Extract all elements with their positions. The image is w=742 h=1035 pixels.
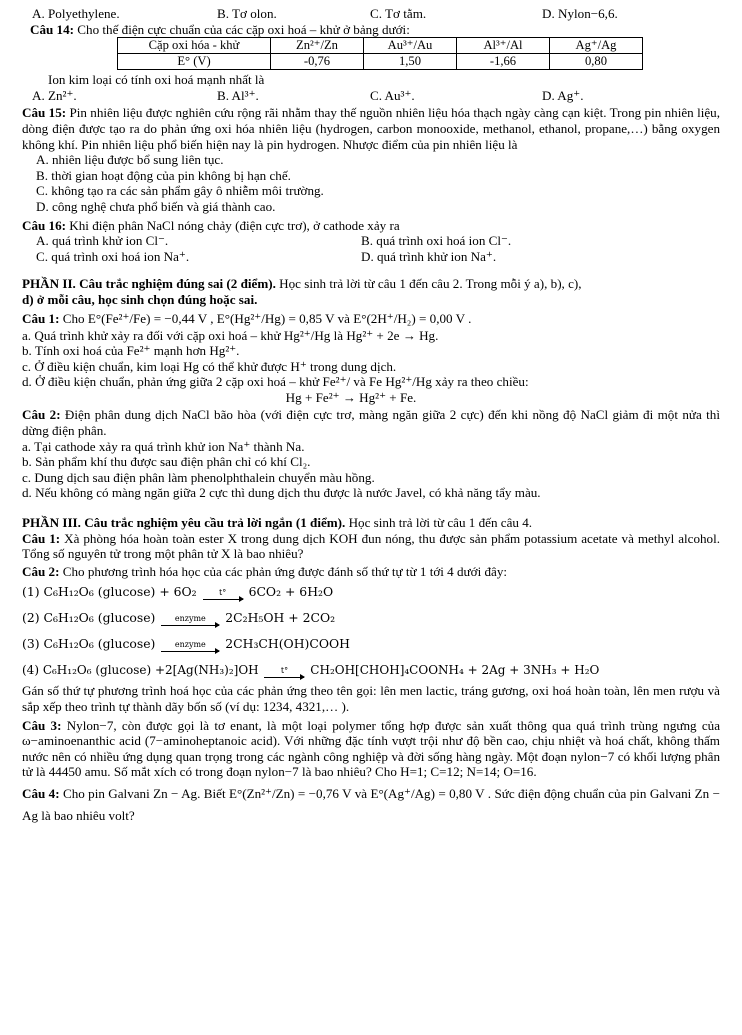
p2-q1-item-a: a. Quá trình khử xảy ra đối với cặp oxi hoá – khử Hg²⁺/Hg là Hg²⁺ + 2e → Hg.	[22, 327, 439, 343]
reaction-arrow-icon	[262, 667, 306, 675]
table-cell: Al³⁺/Al	[457, 38, 550, 54]
p2-q1-reaction: Hg + Fe²⁺ → Hg²⁺ + Fe.	[285, 389, 417, 405]
p2-q1-stem: Cho E°(Fe²⁺/Fe) = −0,44 V , E°(Hg²⁺/Hg) = 0,85 V và E°(2H⁺/H₂) = 0,00 V .	[59, 310, 472, 326]
p3-q3-label: Câu 3:	[22, 717, 62, 733]
q16-label: Câu 16:	[22, 217, 67, 233]
table-header-row	[118, 38, 643, 54]
equation-3	[22, 634, 720, 654]
p3-q4-text: Cho pin Galvani Zn − Ag. Biết E°(Zn²⁺/Zn) = −0,76 V và E°(Ag⁺/Ag) = 0,80 V . Sức điện động chuẩn của pin Galvani Zn − Ag là bao nhiêu volt?	[22, 785, 720, 823]
eq4-left: (4) C₆H₁₂O₆ (glucose) +2[Ag(NH₃)₂]OH	[22, 663, 259, 678]
eq2-right: 2C₂H₅OH + 2CO₂	[225, 610, 336, 626]
p3-q3-text: Nylon−7, còn được gọi là tơ enant, là một loại polymer tổng hợp được sản xuất thông qua quá trình trùng ngưng của ω−aminoenanthic acid (7−aminoheptanoic acid). Với những đặc tính vượt trội như độ bền cao, chịu nhiệt và hoá chất, không thấm nước nên có nhiều ứng dụng quan trọng trong các ngành công nghiệp và đời sống hàng ngày. Một đoạn nylon−7 có khối lượng phân tử là 44450 amu. Số mắt xích có trong đoạn nylon−7 là bao nhiêu? Cho H=1; C=12; N=14; O=16.	[22, 717, 721, 780]
p2-q2-stem: Điện phân dung dịch NaCl bão hòa (với điện cực trơ, màng ngăn giữa 2 cực) đến khi nồng độ NaCl giảm đi một nửa thì dừng điện phân.	[22, 407, 720, 439]
q15-label: Câu 15:	[22, 105, 67, 121]
part-3	[22, 515, 720, 827]
table-cell: -1,66	[457, 54, 550, 70]
part-2	[22, 276, 720, 501]
reaction-arrow-icon	[159, 641, 221, 649]
p2-q2-item-a: a. Tại cathode xảy ra quá trình khử ion Na⁺ thành Na.	[22, 438, 305, 454]
q14-question: Ion kim loại có tính oxi hoá mạnh nhất là	[48, 72, 265, 88]
q15-option-d: D. công nghệ chưa phổ biến và giá thành cao.	[36, 198, 276, 214]
q13-option-c: C. Tơ tằm.	[370, 6, 427, 21]
part2-intro-2: d) ở mỗi câu, học sinh chọn đúng hoặc sai.	[22, 291, 258, 307]
part2-intro: Học sinh trả lời từ câu 1 đến câu 2. Trong mỗi ý a), b), c),	[275, 276, 582, 292]
q13-option-d: D. Nylon−6,6.	[542, 6, 618, 21]
p2-q2-item-c: c. Dung dịch sau điện phân làm phenolphthalein chuyển màu hồng.	[22, 469, 375, 485]
equation-1	[22, 582, 720, 602]
q14-options	[32, 88, 720, 104]
part3-heading: PHẦN III. Câu trắc nghiệm yêu cầu trả lời ngắn (1 điểm).	[22, 515, 346, 531]
p2-q1-item-b: b. Tính oxi hoá của Fe²⁺ mạnh hơn Hg²⁺.	[22, 343, 240, 359]
p3-q4-label: Câu 4:	[22, 785, 60, 801]
electrode-potential-table	[117, 37, 643, 70]
p3-q2-label: Câu 2:	[22, 563, 60, 579]
q16-option-d: D. quá trình khử ion Na⁺.	[361, 248, 497, 264]
equation-2	[22, 608, 720, 628]
table-cell: Zn²⁺/Zn	[271, 38, 364, 54]
eq4-right: CH₂OH[CHOH]₄COONH₄ + 2Ag + 3NH₃ + H₂O	[310, 663, 600, 678]
p3-q2-after: Gán số thứ tự phương trình hoá học của các phản ứng theo tên gọi: lên men lactic, tráng gương, oxi hoá hoàn toàn, lên men rượu và sắp xếp theo trình tự thành dãy bốn số (ví dụ: 1234, 4321,… ).	[22, 683, 720, 714]
table-cell: Cặp oxi hóa - khử	[118, 38, 271, 54]
table-row	[118, 54, 643, 70]
q14-option-d: D. Ag⁺.	[542, 87, 584, 103]
q15-option-c: C. không tạo ra các sản phẩm gây ô nhiễm môi trường.	[36, 183, 324, 199]
p2-q2-item-d: d. Nếu không có màng ngăn giữa 2 cực thì dung dịch thu được là nước Javel, có khả năng tẩy màu.	[22, 485, 541, 501]
eq1-right: 6CO₂ + 6H₂O	[248, 584, 334, 600]
q14-option-b: B. Al³⁺.	[217, 87, 259, 103]
table-cell: -0,76	[271, 54, 364, 70]
q15-option-a: A. nhiên liệu được bổ sung liên tục.	[36, 152, 224, 168]
question-14	[32, 22, 720, 104]
q13-options	[32, 6, 720, 22]
table-cell: 1,50	[364, 54, 457, 70]
q14-option-c: C. Au³⁺.	[370, 87, 415, 103]
q16-option-c: C. quá trình oxi hoá ion Na⁺.	[36, 248, 190, 264]
eq3-condition: enzyme	[174, 639, 206, 649]
q16-option-a: A. quá trình khử ion Cl⁻.	[36, 233, 169, 249]
eq2-condition: enzyme	[174, 613, 206, 623]
table-cell: Au³⁺/Au	[364, 38, 457, 54]
q14-label: Câu 14:	[30, 21, 75, 37]
p2-q2-item-b: b. Sản phẩm khí thu được sau điện phân chỉ có khí Cl₂.	[22, 454, 311, 470]
q16-option-b: B. quá trình oxi hoá ion Cl⁻.	[361, 233, 512, 249]
part3-intro: Học sinh trả lời từ câu 1 đến câu 4.	[345, 515, 533, 531]
question-16	[22, 218, 720, 265]
reaction-arrow-icon	[159, 615, 221, 623]
eq2-left: (2) C₆H₁₂O₆ (glucose)	[22, 610, 156, 626]
eq3-right: 2CH₃CH(OH)COOH	[225, 636, 350, 652]
q14-option-a: A. Zn²⁺.	[32, 87, 77, 103]
part2-heading: PHẦN II. Câu trắc nghiệm đúng sai (2 điểm).	[22, 276, 276, 292]
eq3-left: (3) C₆H₁₂O₆ (glucose)	[22, 636, 156, 652]
reaction-arrow-icon	[201, 589, 245, 597]
eq4-condition: t°	[280, 665, 289, 675]
q13-option-b: B. Tơ olon.	[217, 6, 277, 21]
q14-stem: Cho thế điện cực chuẩn của các cặp oxi hoá – khử ở bảng dưới:	[74, 21, 410, 37]
equation-4	[22, 660, 720, 680]
p2-q1-item-d: d. Ở điều kiện chuẩn, phản ứng giữa 2 cặp oxi hoá – khử Fe²⁺/ và Fe Hg²⁺/Hg xảy ra theo chiều:	[22, 374, 529, 390]
p3-q1-text: Xà phòng hóa hoàn toàn ester X trong dung dịch KOH đun nóng, thu được sản phẩm potassium acetate và methyl alcohol. Tổng số nguyên tử trong một phân tử X là bao nhiêu?	[22, 530, 721, 562]
q13-option-a: A. Polyethylene.	[32, 6, 120, 21]
question-15	[22, 105, 720, 214]
p2-q1-item-c: c. Ở điều kiện chuẩn, kim loại Hg có thể khử được H⁺ trong dung dịch.	[22, 358, 397, 374]
q15-stem: Pin nhiên liệu được nghiên cứu rộng rãi nhằm thay thế nguồn nhiên liệu hóa thạch ngày càng cạn kiệt. Trong pin nhiên liệu, dòng điện được tạo ra do phản ứng oxi hóa nhiên liệu (hydrogen, carbon monooxide, methanol, ethanol, propane,…) bằng oxygen không khí. Pin nhiên liệu phổ biến hiện nay là pin hydrogen. Nhược điểm của pin nhiên liệu là	[22, 105, 720, 152]
p3-q1-label: Câu 1:	[22, 530, 61, 546]
q16-stem: Khi điện phân NaCl nóng chảy (điện cực trơ), ở cathode xảy ra	[66, 217, 400, 233]
table-cell: E° (V)	[118, 54, 271, 70]
table-cell: Ag⁺/Ag	[550, 38, 643, 54]
eq1-condition: t°	[219, 587, 227, 597]
p2-q2-label: Câu 2:	[22, 407, 61, 423]
p3-q2-text: Cho phương trình hóa học của các phản ứng được đánh số thứ tự từ 1 tới 4 dưới đây:	[59, 563, 508, 579]
eq1-left: (1) C₆H₁₂O₆ (glucose) + 6O₂	[22, 584, 197, 600]
table-cell: 0,80	[550, 54, 643, 70]
q15-option-b: B. thời gian hoạt động của pin không bị hạn chế.	[36, 167, 291, 183]
p2-q1-label: Câu 1:	[22, 310, 60, 326]
